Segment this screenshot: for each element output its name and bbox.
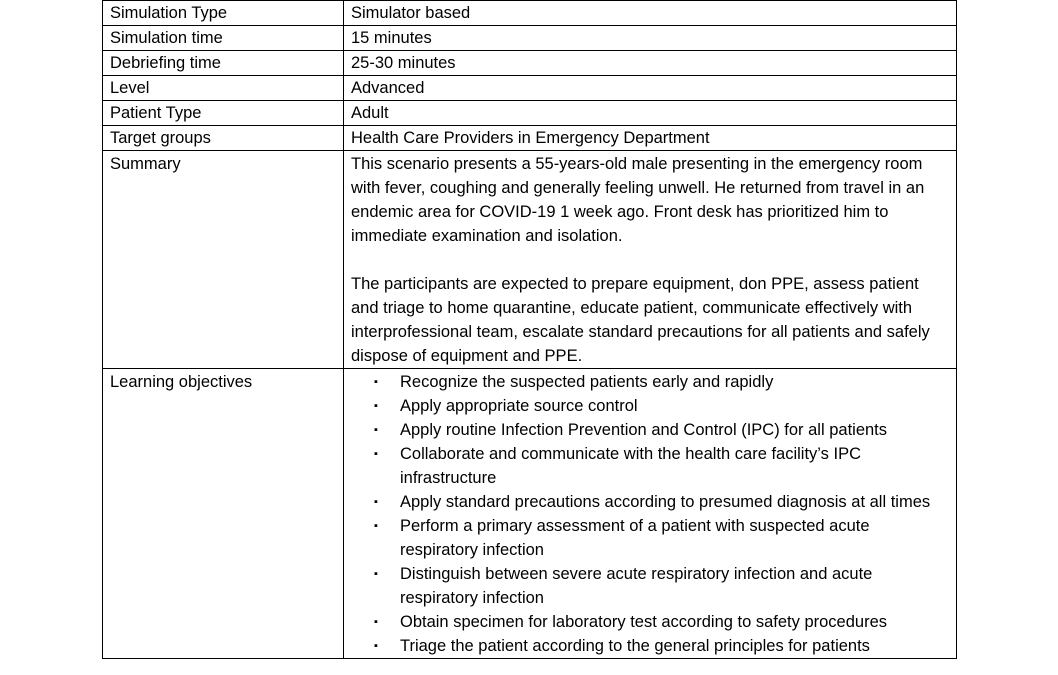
objective-item — [351, 418, 949, 442]
bullet-icon: ▪ — [374, 448, 378, 460]
objective-text: Perform a primary assessment of a patient with suspected acute respiratory infection — [400, 517, 870, 559]
objective-text: Apply standard precautions according to presumed diagnosis at all times — [400, 493, 931, 511]
objective-item — [351, 370, 949, 394]
summary-row — [103, 151, 957, 369]
row-value: Simulator based — [344, 1, 957, 26]
row-value: Advanced — [344, 76, 957, 101]
bullet-icon: ▪ — [374, 520, 378, 532]
objective-text: Distinguish between severe acute respiratory infection and acute respiratory infection — [400, 565, 873, 607]
objective-text: Recognize the suspected patients early and rapidly — [400, 373, 774, 391]
objective-text: Collaborate and communicate with the health care facility’s IPC infrastructure — [400, 445, 862, 487]
row-value: Health Care Providers in Emergency Department — [344, 126, 957, 151]
scenario-table — [102, 0, 957, 659]
row-label: Patient Type — [103, 101, 344, 126]
table-row — [103, 101, 957, 126]
bullet-icon: ▪ — [374, 424, 378, 436]
summary-paragraph-2: The participants are expected to prepare equipment, don PPE, assess patient and triage to home quarantine, educate patient, communicate effectively with interprofessional team, escalate standard precautions for all patients and safely dispose of equipment and PPE. — [351, 275, 930, 365]
table-row — [103, 51, 957, 76]
bullet-icon: ▪ — [374, 568, 378, 580]
objective-item — [351, 610, 949, 634]
summary-paragraph-1: This scenario presents a 55-years-old male presenting in the emergency room with fever, coughing and generally feeling unwell. He returned from travel in an endemic area for COVID-19 1 week ago. Front desk has prioritized him to immediate examination and isolation. — [351, 155, 925, 245]
row-label: Debriefing time — [103, 51, 344, 76]
objective-item — [351, 442, 949, 490]
objective-item — [351, 394, 949, 418]
objective-text: Triage the patient according to the general principles for patients — [400, 637, 870, 655]
row-value: 15 minutes — [344, 26, 957, 51]
bullet-icon: ▪ — [374, 376, 378, 388]
objective-item — [351, 634, 949, 658]
row-value: Adult — [344, 101, 957, 126]
summary-value — [344, 151, 957, 369]
row-label: Level — [103, 76, 344, 101]
row-label: Target groups — [103, 126, 344, 151]
objective-text: Obtain specimen for laboratory test according to safety procedures — [400, 613, 887, 631]
objective-text: Apply routine Infection Prevention and Control (IPC) for all patients — [400, 421, 888, 439]
table-row — [103, 26, 957, 51]
objective-item — [351, 490, 949, 514]
bullet-icon: ▪ — [374, 496, 378, 508]
objective-item — [351, 514, 949, 562]
row-value: 25-30 minutes — [344, 51, 957, 76]
objectives-row — [103, 369, 957, 659]
objective-item — [351, 562, 949, 610]
table-row — [103, 76, 957, 101]
objectives-list — [351, 370, 949, 658]
objective-text: Apply appropriate source control — [400, 397, 638, 415]
objectives-label: Learning objectives — [103, 369, 344, 659]
paragraph-spacer — [351, 248, 949, 272]
objectives-value — [344, 369, 957, 659]
summary-label: Summary — [103, 151, 344, 369]
bullet-icon: ▪ — [374, 400, 378, 412]
bullet-icon: ▪ — [374, 616, 378, 628]
table-row — [103, 1, 957, 26]
table-row — [103, 126, 957, 151]
row-label: Simulation time — [103, 26, 344, 51]
bullet-icon: ▪ — [374, 640, 378, 652]
row-label: Simulation Type — [103, 1, 344, 26]
